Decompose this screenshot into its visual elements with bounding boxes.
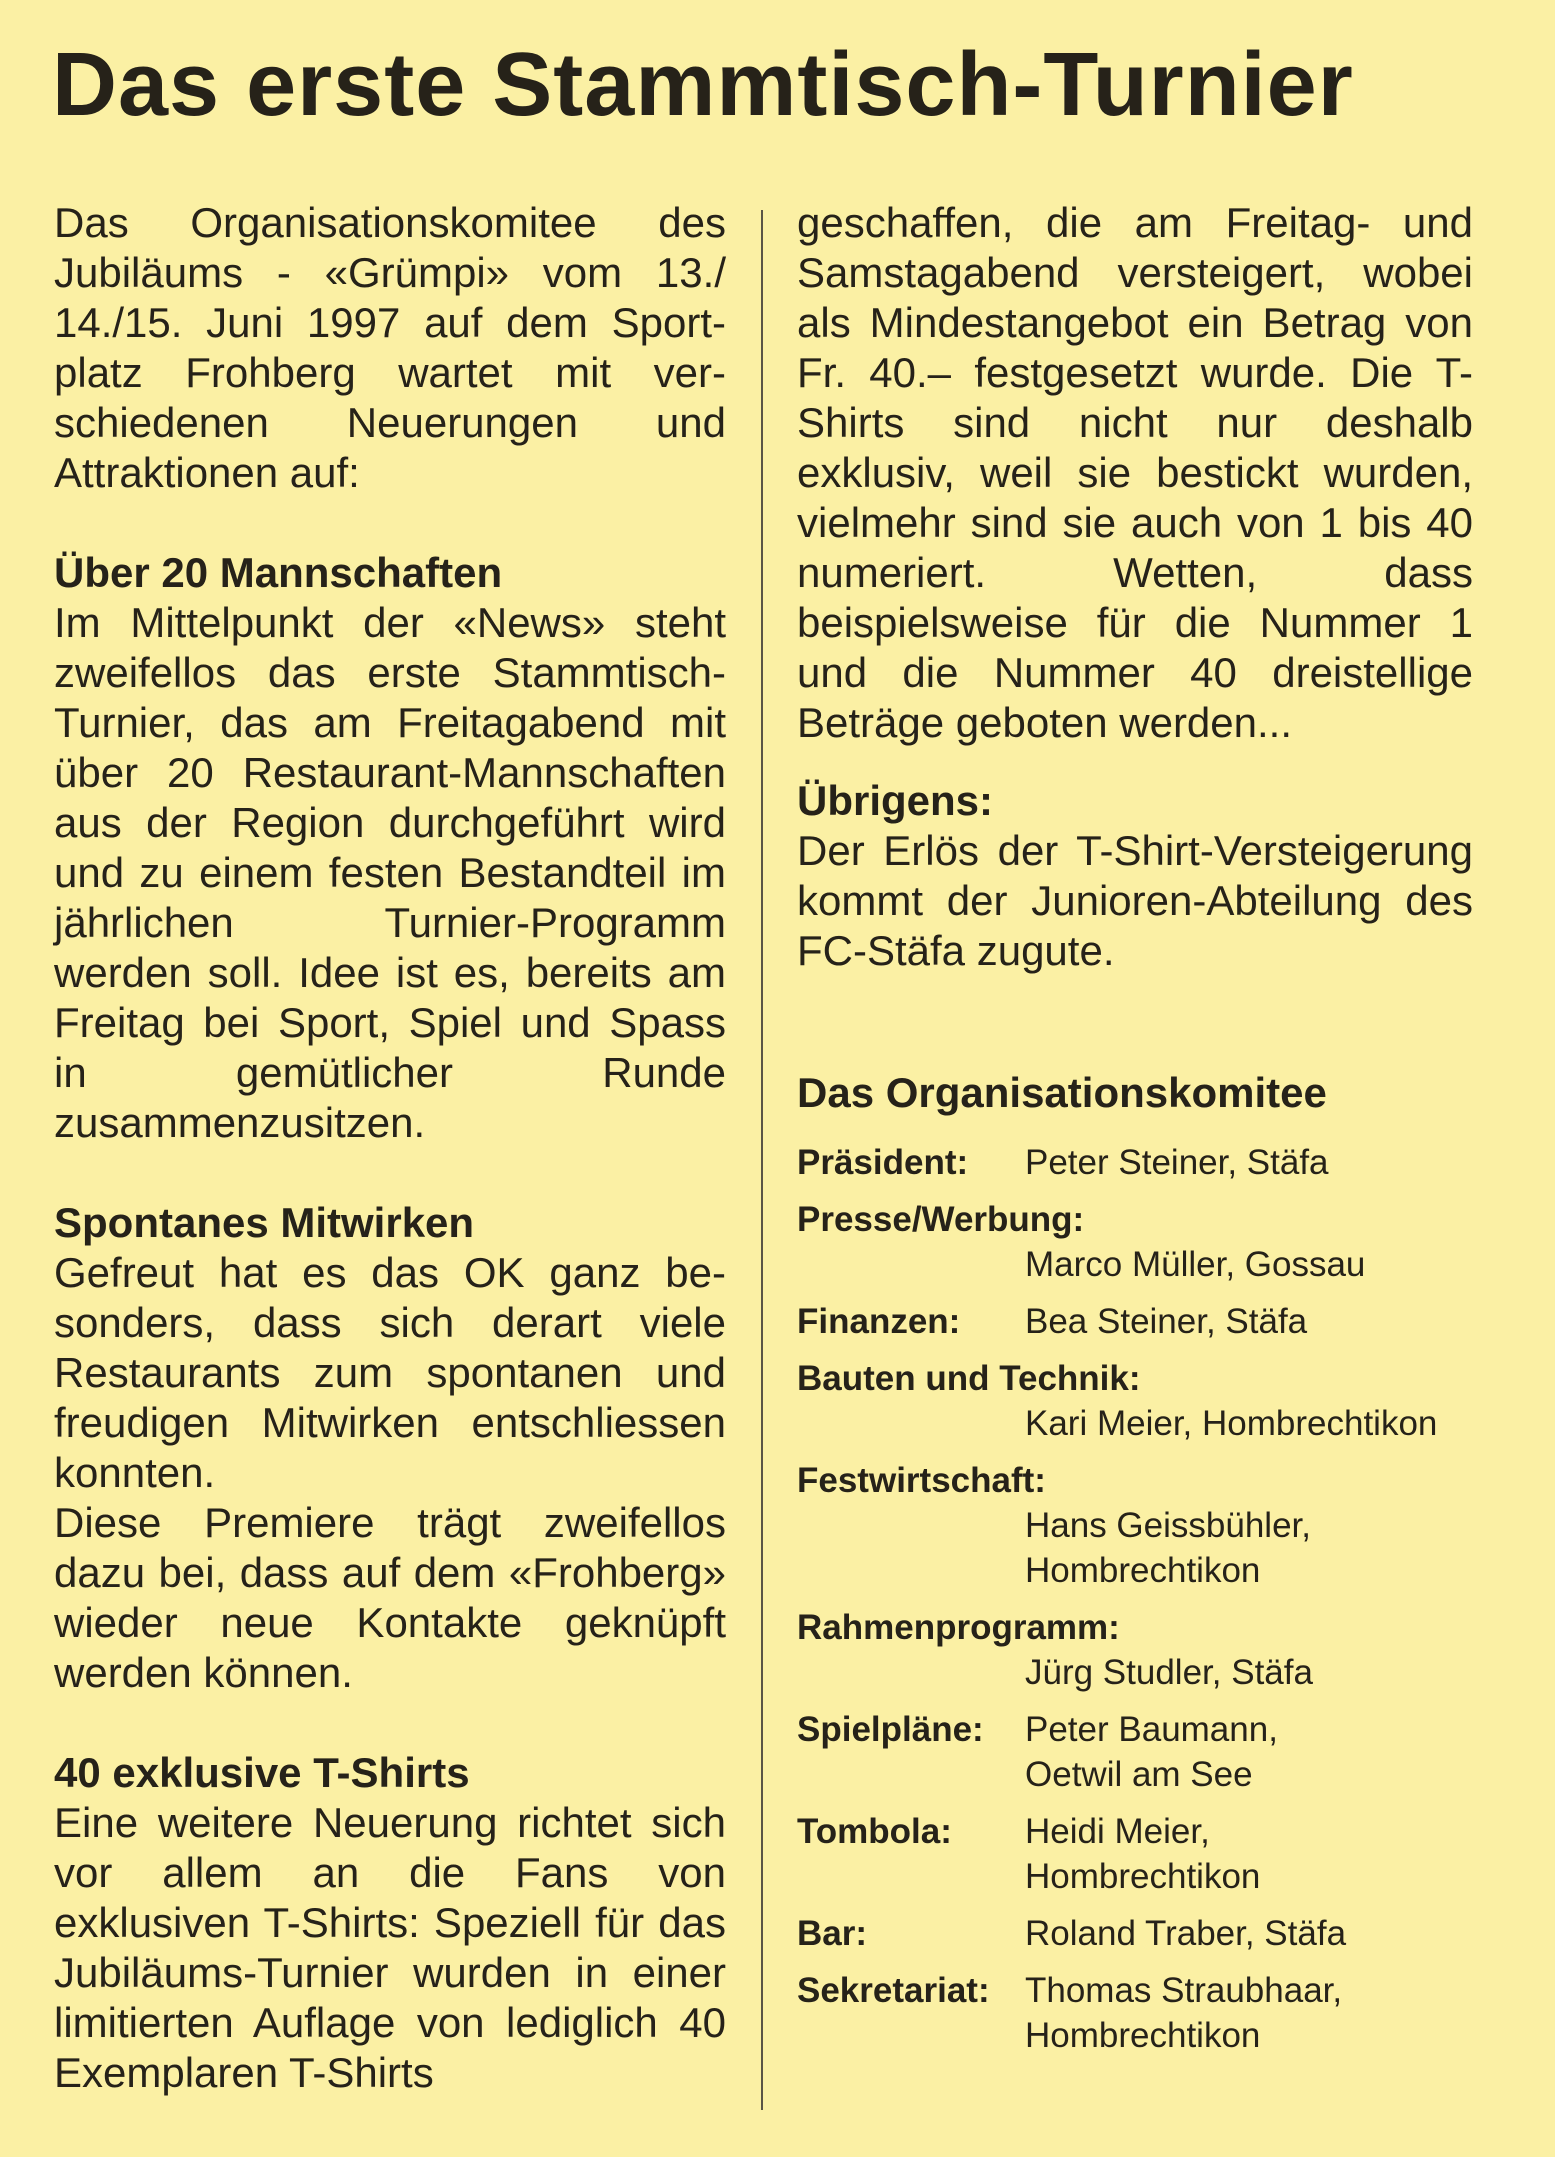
committee-row: [797, 1356, 1473, 1446]
committee-row: [797, 1707, 1473, 1797]
committee-member-name: Peter Steiner, Stäfa: [1025, 1143, 1329, 1182]
committee-heading: Das Organisationskomitee: [797, 1069, 1327, 1116]
section-paragraph: Der Erlös der T-Shirt-Versteigerung kommt der Junioren-Abteilung des FC-Stäfa zugute.: [797, 827, 1473, 974]
committee-member-name: Roland Traber, Stäfa: [1025, 1914, 1347, 1953]
section-paragraph: Im Mittelpunkt der «News» steht zweifellos das erste Stammtisch-Turnier, das am Freitagabend mit über 20 Restaurant-Mannschaften aus der Region durchgeführt wird und zu einem festen Bestandteil im jährlichen Turnier-Programm werden soll. Idee ist es, bereits am Freitag bei Sport, Spiel und Spass in gemütlicher Runde zusammenzusitzen.: [54, 599, 726, 1146]
committee-role: Bauten und Technik:: [797, 1359, 1141, 1398]
section-paragraph: Diese Premiere trägt zweifellos dazu bei, dass auf dem «Frohberg» wieder neue Kontakte geknüpft werden können.: [54, 1499, 726, 1696]
committee-member-place: Oetwil am See: [1025, 1755, 1253, 1794]
committee-role: Bar:: [797, 1914, 868, 1953]
committee-role: Sekretariat:: [797, 1971, 990, 2010]
committee-row: [797, 1911, 1473, 1956]
committee-member-name: Hans Geissbühler,: [1025, 1506, 1311, 1545]
committee-member-name: Jürg Studler, Stäfa: [1025, 1653, 1313, 1692]
committee-row: [797, 1458, 1473, 1593]
committee-member: [1025, 1299, 1473, 1344]
committee-member-name: Bea Steiner, Stäfa: [1025, 1302, 1308, 1341]
committee-member-name: Marco Müller, Gossau: [1025, 1245, 1366, 1284]
committee-row: [797, 1197, 1473, 1287]
committee-member: [797, 1242, 1473, 1287]
committee-row: [797, 1968, 1473, 2058]
committee-member: [1025, 1140, 1473, 1185]
left-column: [54, 198, 726, 2098]
committee-row: [797, 1809, 1473, 1899]
committee-list: [797, 1140, 1473, 2058]
section-heading: Über 20 Mannschaften: [54, 549, 503, 596]
section-uebrigens: [797, 776, 1473, 976]
column-divider: [761, 210, 763, 2110]
committee-row: [797, 1299, 1473, 1344]
committee-row: [797, 1605, 1473, 1695]
intro-paragraph: Das Organisationskomitee des Jubiläums - «Grümpi» vom 13./ 14./15. Juni 1997 auf dem Sportplatz Frohberg wartet mit verschiedenen Neuerungen und Attraktionen auf:: [54, 199, 726, 496]
section-tshirts: [54, 1748, 726, 2098]
committee-member: [1025, 1809, 1473, 1899]
committee-member-name: Thomas Straubhaar,: [1025, 1971, 1343, 2010]
committee-role: Presse/Werbung:: [797, 1200, 1085, 1239]
section-heading: 40 exklusive T-Shirts: [54, 1749, 470, 1796]
committee-member-name: Heidi Meier,: [1025, 1812, 1210, 1851]
committee-role: Spielpläne:: [797, 1710, 984, 1749]
committee-role: Finanzen:: [797, 1302, 961, 1341]
committee-member-name: Peter Baumann,: [1025, 1710, 1278, 1749]
committee-role: Rahmenprogramm:: [797, 1608, 1120, 1647]
section-heading: Spontanes Mitwirken: [54, 1199, 475, 1246]
committee-member-name: Kari Meier, Hombrechtikon: [1025, 1404, 1438, 1443]
page-title: Das erste Stammtisch-Turnier: [52, 35, 1354, 135]
committee-member: [797, 1401, 1473, 1446]
committee-member: [797, 1503, 1473, 1593]
right-column: [797, 198, 1473, 2070]
section-mannschaften: [54, 548, 726, 1148]
committee-member: [797, 1650, 1473, 1695]
committee-role: Präsident:: [797, 1143, 969, 1182]
committee-role: Festwirtschaft:: [797, 1461, 1046, 1500]
committee-row: [797, 1140, 1473, 1185]
section-paragraph: Gefreut hat es das OK ganz besonders, dass sich derart viele Restaurants zum spontanen und freudigen Mitwirken entschliessen konnten.: [54, 1249, 726, 1496]
committee-section: [797, 1068, 1473, 2058]
section-heading: Übrigens:: [797, 777, 994, 824]
committee-member: [1025, 1707, 1473, 1797]
committee-member: [1025, 1911, 1473, 1956]
committee-member-place: Hombrechtikon: [1025, 2016, 1261, 2055]
committee-member-place: Hombrechtikon: [1025, 1857, 1261, 1896]
committee-role: Tombola:: [797, 1812, 952, 1851]
section-mitwirken: [54, 1198, 726, 1698]
committee-member-place: Hombrechtikon: [1025, 1551, 1261, 1590]
continuation-paragraph: geschaffen, die am Freitag- und Samstagabend versteigert, wobei als Mindestangebot ein Betrag von Fr. 40.– festgesetzt wurde. Die T-Shirts sind nicht nur deshalb exklusiv, weil sie bestickt wurden, vielmehr sind sie auch von 1 bis 40 numeriert. Wetten, dass beispielsweise für die Nummer 1 und die Nummer 40 dreistellige Beträge geboten werden...: [797, 199, 1473, 746]
section-paragraph: Eine weitere Neuerung richtet sich vor allem an die Fans von exklusiven T-Shirts: Speziell für das Jubiläums-Turnier wurden in einer limitierten Auflage von lediglich 40 Exemplaren T-Shirts: [54, 1799, 726, 2096]
committee-member: [1025, 1968, 1473, 2058]
